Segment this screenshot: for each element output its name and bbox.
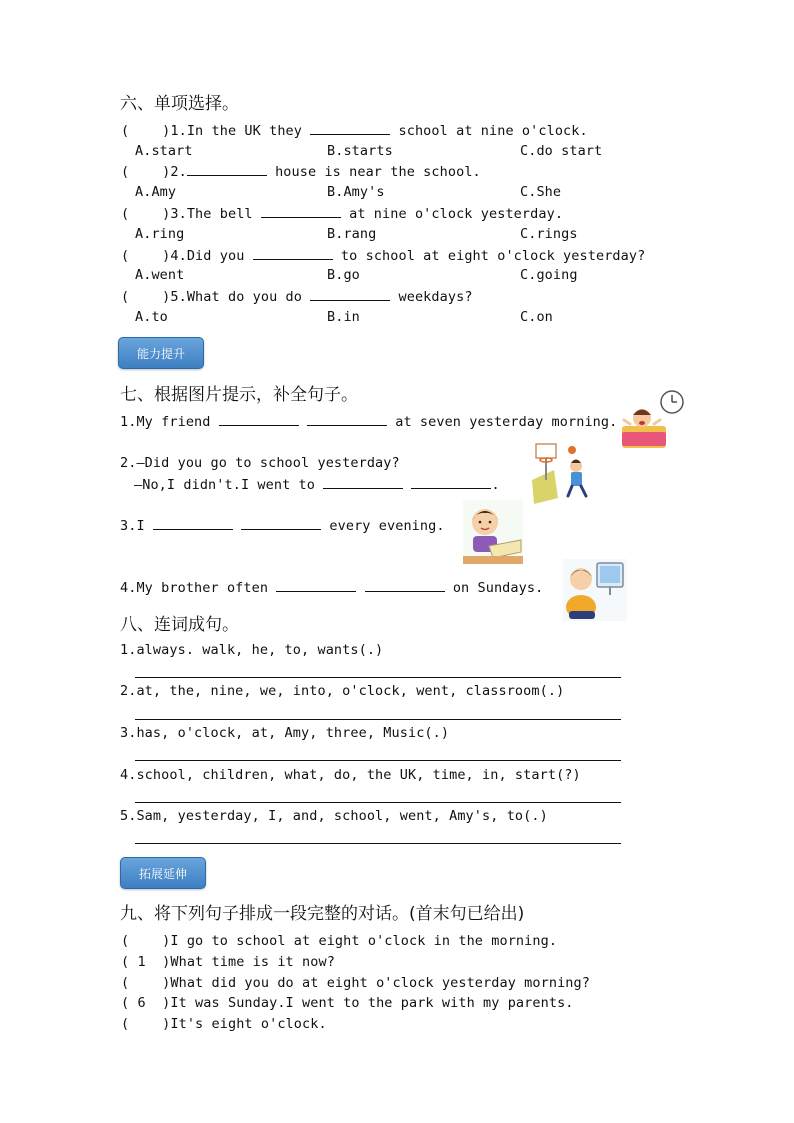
dialogue-text: I go to school at eight o'clock in the morning. [170, 933, 558, 949]
option-b: B.go [327, 267, 360, 283]
question-stem: 3.The bell [170, 206, 253, 222]
ability-boost-badge: 能力提升 [118, 337, 204, 369]
section7-title: 七、根据图片提示，补全句子。 [120, 385, 358, 405]
girl-waking-up-clock-icon [620, 388, 686, 452]
answer-blank[interactable] [241, 517, 321, 530]
dialogue-line [121, 933, 557, 949]
question-stem: 3.I [120, 518, 145, 534]
question-rest: house is near the school. [275, 164, 481, 180]
boy-watching-tv-icon [563, 559, 627, 621]
q7-3-line [120, 517, 445, 534]
answer-line[interactable] [135, 760, 621, 761]
answer-blank[interactable] [310, 122, 390, 135]
option-c: C.do start [520, 143, 603, 159]
extension-badge: 拓展延伸 [120, 857, 206, 889]
option-a: A.to [135, 309, 168, 325]
dialogue-line [121, 954, 335, 970]
scramble-item: 2.at, the, nine, we, into, o'clock, went, classroom(.) [120, 683, 565, 699]
answer-blank[interactable] [153, 517, 233, 530]
q6-5-line [121, 288, 473, 305]
dialogue-line [121, 975, 590, 991]
answer-paren[interactable]: ( ) [121, 248, 171, 264]
answer-blank[interactable] [253, 247, 333, 260]
answer-paren[interactable]: ( ) [121, 164, 171, 180]
dialogue-text: It was Sunday.I went to the park with my parents. [170, 995, 574, 1011]
question-stem: 4.Did you [170, 248, 245, 264]
question-rest: at nine o'clock yesterday. [349, 206, 564, 222]
q7-1-line [120, 413, 617, 430]
option-a: A.went [135, 267, 185, 283]
question-stem: 1.My friend [120, 414, 211, 430]
option-c: C.She [520, 184, 562, 200]
answer-blank[interactable] [276, 579, 356, 592]
option-c: C.going [520, 267, 578, 283]
answer-paren[interactable]: ( ) [121, 123, 171, 139]
question-rest: every evening. [329, 518, 445, 534]
order-paren[interactable]: ( ) [121, 933, 171, 949]
option-a: A.ring [135, 226, 185, 242]
answer-paren[interactable]: ( ) [121, 289, 171, 305]
q7-2-answer-line [134, 476, 500, 493]
option-b: B.rang [327, 226, 377, 242]
question-stem: —No,I didn't.I went to [134, 477, 316, 493]
q6-2-line [121, 163, 481, 180]
answer-line[interactable] [135, 719, 621, 720]
section8-title: 八、连词成句。 [120, 615, 239, 635]
scramble-item: 1.always. walk, he, to, wants(.) [120, 642, 384, 658]
answer-blank[interactable] [310, 288, 390, 301]
dialogue-line [121, 995, 574, 1011]
dialogue-text: It's eight o'clock. [170, 1016, 327, 1032]
q6-1-line [121, 122, 588, 139]
option-b: B.in [327, 309, 360, 325]
answer-blank[interactable] [365, 579, 445, 592]
answer-line[interactable] [135, 843, 621, 844]
order-paren[interactable]: ( 1 ) [121, 954, 171, 970]
answer-blank[interactable] [411, 476, 491, 489]
question-stem: 5.What do you do [170, 289, 303, 305]
question-rest: to school at eight o'clock yesterday? [340, 248, 646, 264]
q7-4-line [120, 579, 543, 596]
q6-4-line [121, 247, 645, 264]
option-a: A.Amy [135, 184, 177, 200]
dialogue-line [121, 1016, 327, 1032]
order-paren[interactable]: ( ) [121, 1016, 171, 1032]
answer-blank[interactable] [307, 413, 387, 426]
dialogue-text: What did you do at eight o'clock yesterday morning? [170, 975, 590, 991]
q7-2-question: 2.—Did you go to school yesterday? [120, 455, 400, 471]
scramble-item: 4.school, children, what, do, the UK, time, in, start(?) [120, 767, 581, 783]
option-a: A.start [135, 143, 193, 159]
question-rest: at seven yesterday morning. [395, 414, 618, 430]
answer-paren[interactable]: ( ) [121, 206, 171, 222]
section6-title: 六、单项选择。 [120, 94, 239, 114]
question-rest: on Sundays. [452, 580, 544, 596]
period: . [491, 477, 500, 493]
order-paren[interactable]: ( 6 ) [121, 995, 171, 1011]
option-b: B.Amy's [327, 184, 385, 200]
option-c: C.on [520, 309, 553, 325]
order-paren[interactable]: ( ) [121, 975, 171, 991]
option-c: C.rings [520, 226, 578, 242]
answer-line[interactable] [135, 802, 621, 803]
question-rest: school at nine o'clock. [398, 123, 588, 139]
scramble-item: 3.has, o'clock, at, Amy, three, Music(.) [120, 725, 450, 741]
section9-title: 九、将下列句子排成一段完整的对话。(首末句已给出) [120, 904, 525, 924]
question-rest: weekdays? [398, 289, 473, 305]
boy-doing-homework-icon [463, 500, 523, 564]
question-stem: 2. [170, 164, 187, 180]
question-stem: 4.My brother often [120, 580, 269, 596]
answer-blank[interactable] [261, 205, 341, 218]
answer-line[interactable] [135, 677, 621, 678]
answer-blank[interactable] [219, 413, 299, 426]
dialogue-text: What time is it now? [170, 954, 335, 970]
kids-playing-basketball-icon [524, 440, 594, 506]
scramble-item: 5.Sam, yesterday, I, and, school, went, Amy's, to(.) [120, 808, 548, 824]
question-stem: 1.In the UK they [170, 123, 303, 139]
answer-blank[interactable] [187, 163, 267, 176]
q6-3-line [121, 205, 563, 222]
option-b: B.starts [327, 143, 393, 159]
answer-blank[interactable] [323, 476, 403, 489]
